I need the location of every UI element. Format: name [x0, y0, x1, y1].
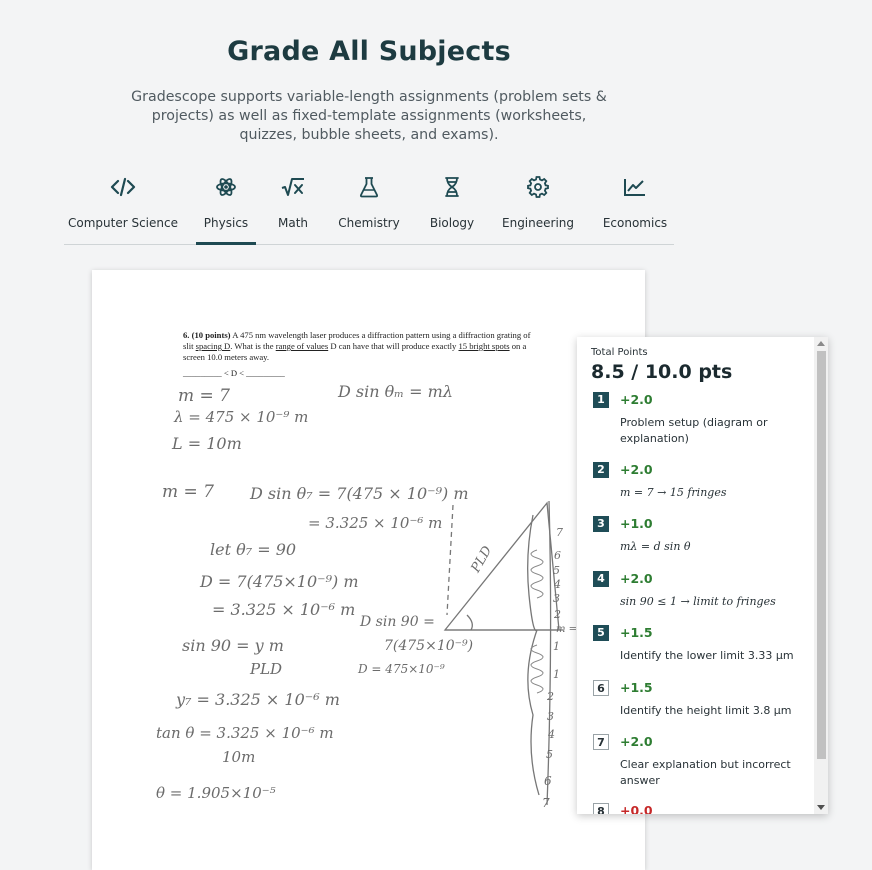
rubric-panel[interactable] [577, 337, 828, 814]
handwriting: m = 7 [178, 386, 230, 406]
answer-blank: _________ < D < _________ [183, 368, 285, 378]
rubric-item-points: +2.0 [620, 392, 653, 407]
tab-economics[interactable] [600, 168, 670, 244]
rubric-item-description: Problem setup (diagram or explanation) [620, 416, 768, 445]
rubric-item-number: 8 [593, 803, 609, 814]
flask-icon [334, 174, 404, 200]
diffraction-sketch [437, 495, 577, 815]
handwriting: 7 [556, 526, 563, 539]
rubric-item-points: +2.0 [620, 571, 653, 586]
dna-icon [424, 174, 480, 200]
handwriting: 2 [554, 608, 561, 621]
rubric-item-number: 5 [593, 625, 609, 641]
rubric-item-description: m = 7 → 15 fringes [620, 486, 727, 499]
handwriting: 4 [548, 728, 555, 741]
question-points: (10 points) [191, 330, 231, 340]
tab-physics[interactable] [196, 168, 256, 244]
tab-label: Chemistry [338, 216, 400, 230]
handwriting: 10m [222, 748, 256, 766]
total-points-value: 8.5 / 10.0 pts [591, 361, 733, 383]
rubric-item-points: +2.0 [620, 734, 653, 749]
rubric-item-description: Clear explanation but incorrect answer [620, 758, 791, 787]
page-subtitle: Gradescope supports variable-length assignments (problem sets & projects) as well as fixed-template assignments (worksheets, quizzes, bubble sheets, and exams). [131, 89, 607, 143]
total-points-label: Total Points [591, 347, 648, 358]
scroll-thumb[interactable] [817, 351, 826, 759]
handwriting: 7 [542, 796, 550, 810]
handwriting: PLD [468, 543, 496, 576]
handwriting: 1 [553, 668, 560, 681]
handwriting: 6 [544, 774, 552, 788]
handwriting: D = 475×10⁻⁹ [358, 662, 445, 676]
rubric-item-description: sin 90 ≤ 1 → limit to fringes [620, 595, 776, 608]
gear-icon [500, 174, 576, 200]
handwriting: 2 [547, 690, 554, 703]
handwriting: 5 [546, 748, 553, 761]
handwriting: = 3.325 × 10⁻⁶ m [308, 514, 443, 532]
page-title: Grade All Subjects [227, 36, 511, 67]
submission-page[interactable] [92, 270, 645, 870]
tab-label: Physics [203, 216, 249, 230]
tab-chemistry[interactable] [334, 168, 404, 244]
rubric-item-number: 4 [593, 571, 609, 587]
rubric-item-points: +1.5 [620, 625, 653, 640]
rubric-scrollbar[interactable] [814, 337, 828, 814]
handwriting: 1 [553, 640, 560, 653]
handwriting: let θ₇ = 90 [210, 540, 297, 559]
handwriting: m = 7 [162, 482, 214, 502]
handwriting: D sin θ₇ = 7(475 × 10⁻⁹) m [250, 484, 469, 503]
tab-engineering[interactable] [500, 168, 576, 244]
scroll-up-icon[interactable] [817, 341, 825, 346]
tab-label: Computer Science [68, 216, 178, 230]
handwriting: λ = 475 × 10⁻⁹ m [174, 408, 309, 426]
rubric-item-points: +1.0 [620, 516, 653, 531]
handwriting: y₇ = 3.325 × 10⁻⁶ m [176, 690, 340, 709]
tab-biology[interactable] [424, 168, 480, 244]
rubric-item-points: +2.0 [620, 462, 653, 477]
handwriting: PLD [250, 660, 283, 678]
square-root-icon [270, 174, 316, 200]
handwriting: 3 [547, 710, 554, 723]
tab-math[interactable] [270, 168, 316, 244]
handwriting: 3 [553, 592, 560, 605]
rubric-item-number: 1 [593, 392, 609, 408]
handwriting: 6 [554, 549, 561, 562]
handwriting: = 3.325 × 10⁻⁶ m [212, 600, 356, 619]
handwriting: D sin θₘ = mλ [338, 382, 453, 401]
rubric-item-points: +1.5 [620, 680, 653, 695]
tab-computer-science[interactable] [64, 168, 182, 244]
scroll-down-icon[interactable] [817, 805, 825, 810]
rubric-item-description: Identify the lower limit 3.33 μm [620, 649, 794, 662]
tab-label: Math [277, 216, 309, 230]
tab-label: Biology [429, 216, 475, 230]
rubric-item-description: mλ = d sin θ [620, 540, 691, 553]
rubric-item-points: +0.0 [620, 803, 653, 814]
handwriting: D sin 90 = [360, 614, 435, 630]
handwriting: sin 90 = y m [182, 636, 284, 655]
rubric-item-description: Identify the height limit 3.8 μm [620, 704, 792, 717]
atom-icon [196, 174, 256, 200]
handwriting: 7(475×10⁻⁹) [384, 638, 474, 654]
tab-label: Engineering [502, 216, 574, 230]
subject-tabs [64, 168, 674, 245]
question-number: 6. [183, 330, 190, 340]
code-icon [64, 174, 182, 200]
question-text: 6. (10 points) A 475 nm wavelength laser produces a diffraction pattern using a diffraction grating of slit spacing D. What is the range of values D can have that will produce exactly 15 bright spots on a screen 10.0 meters away. [183, 330, 531, 362]
handwriting: D = 7(475×10⁻⁹) m [200, 572, 359, 591]
handwriting: m = [556, 624, 578, 635]
rubric-item-number: 3 [593, 516, 609, 532]
rubric-item-number: 7 [593, 734, 609, 750]
rubric-item-number: 6 [593, 680, 609, 696]
chart-line-icon [600, 174, 670, 200]
handwriting: 4 [554, 578, 561, 591]
handwriting: 5 [553, 564, 560, 577]
tab-label: Economics [602, 216, 668, 230]
handwriting: tan θ = 3.325 × 10⁻⁶ m [156, 724, 334, 742]
handwriting: θ = 1.905×10⁻⁵ [156, 784, 276, 802]
rubric-item-number: 2 [593, 462, 609, 478]
handwriting: L = 10m [172, 434, 242, 453]
